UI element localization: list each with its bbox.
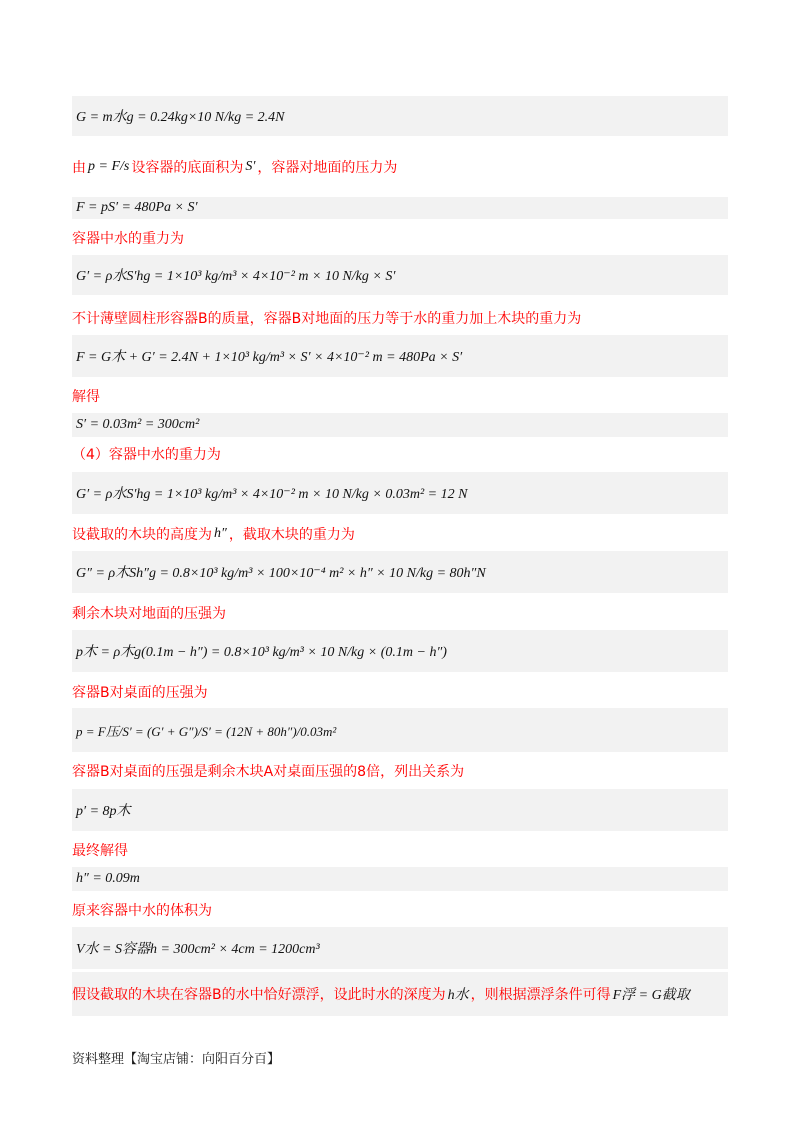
formula-line: V水 = S容器h = 300cm² × 4cm = 1200cm³ (72, 927, 728, 969)
formula-line: h″ = 0.09m (72, 867, 728, 891)
text-line: 设截取的木块的高度为 h″ ，截取木块的重力为 (72, 526, 355, 543)
text-line: 容器中水的重力为 (72, 231, 184, 247)
formula-line: F = pS′ = 480Pa × S′ (72, 197, 728, 219)
text-line: （4）容器中水的重力为 (72, 447, 221, 463)
formula-line: p = F压/S′ = (G′ + G″)/S′ = (12N + 80h″)/0.03m² (72, 708, 728, 752)
formula-line: G′ = ρ水S′hg = 1×10³ kg/m³ × 4×10⁻² m × 10 N/kg × 0.03m² = 12 N (72, 472, 728, 514)
text-line: 容器B对桌面的压强是剩余木块A对桌面压强的8倍，列出关系为 (72, 764, 465, 780)
text-line: 不计薄壁圆柱形容器B的质量，容器B对地面的压力等于水的重力加上木块的重力为 (72, 311, 582, 327)
formula-line: p′ = 8p木 (72, 789, 728, 831)
text-line: 容器B对桌面的压强为 (72, 685, 208, 701)
text-line: 假设截取的木块在容器B的水中恰好漂浮，设此时水的深度为 h水 ，则根据漂浮条件可得 F浮 = G截取 (72, 972, 728, 1016)
formula-line: G = m水g = 0.24kg×10 N/kg = 2.4N (72, 96, 728, 136)
text-line: 剩余木块对地面的压强为 (72, 606, 226, 622)
formula-line: F = G木 + G′ = 2.4N + 1×10³ kg/m³ × S′ × 4×10⁻² m = 480Pa × S′ (72, 335, 728, 377)
text-line: 由 p = F/s 设容器的底面积为 S′ ，容器对地面的压力为 (72, 159, 398, 176)
text-line: 解得 (72, 389, 100, 405)
formula-line: S′ = 0.03m² = 300cm² (72, 413, 728, 437)
footer-source: 资料整理【淘宝店铺：向阳百分百】 (72, 1052, 281, 1067)
text-line: 最终解得 (72, 843, 128, 859)
formula-line: G″ = ρ木Sh″g = 0.8×10³ kg/m³ × 100×10⁻⁴ m² × h″ × 10 N/kg = 80h″N (72, 551, 728, 593)
formula-line: p木 = ρ木g(0.1m − h″) = 0.8×10³ kg/m³ × 10 N/kg × (0.1m − h″) (72, 630, 728, 672)
text-line: 原来容器中水的体积为 (72, 903, 212, 919)
formula-line: G′ = ρ水S′hg = 1×10³ kg/m³ × 4×10⁻² m × 10 N/kg × S′ (72, 255, 728, 295)
